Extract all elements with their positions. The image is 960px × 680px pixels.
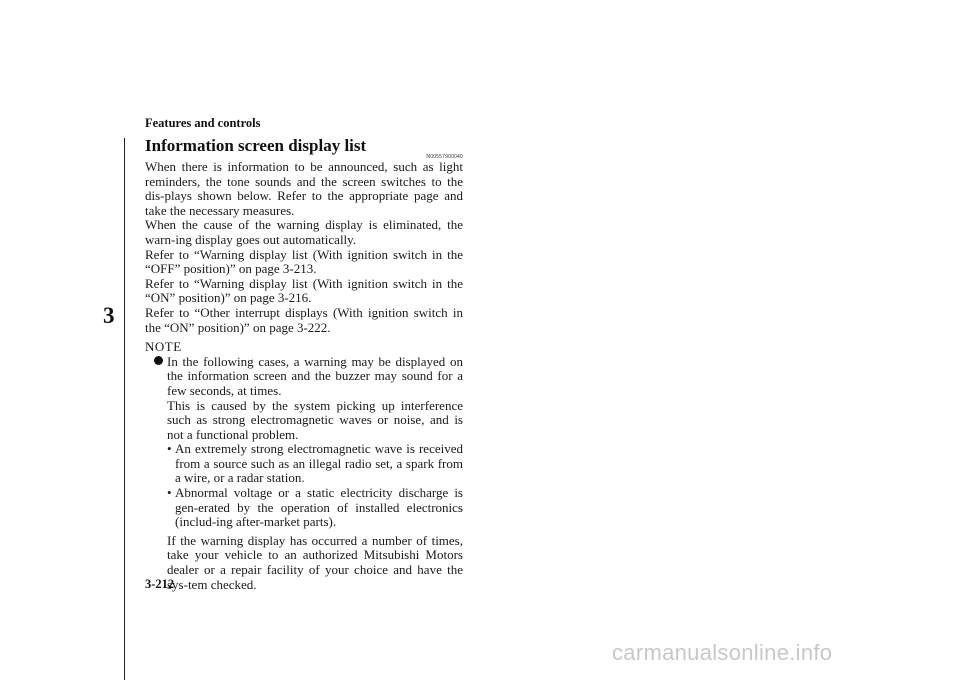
- section-title: Information screen display list: [145, 136, 367, 155]
- watermark: carmanualsonline.info: [612, 640, 833, 665]
- note-explanation: This is caused by the system picking up interference such as strong electromagnetic waves or noise, and is not a functional problem.: [167, 397, 463, 442]
- chapter-number: 3: [103, 303, 115, 328]
- note-label: NOTE: [145, 339, 182, 355]
- main-content: [145, 136, 463, 592]
- list-item-text: Abnormal voltage or a static electricity discharge is gen-erated by the operation of installed electronics (includ-ing after-market parts).: [175, 485, 463, 530]
- list-item-text: An extremely strong electromagnetic wave is received from a source such as an illegal radio set, a spark from a wire, or a radar station.: [175, 441, 463, 486]
- reference-link-off: Refer to “Warning display list (With ignition switch in the “OFF” position)” on page 3-213.: [145, 246, 463, 277]
- list-item: [167, 486, 463, 530]
- sub-bullet-mark: •: [167, 441, 172, 457]
- note-bullet-text: In the following cases, a warning may be displayed on the information screen and the buzzer may sound for a few seconds, at times.: [167, 353, 463, 398]
- page-number: 3-212: [145, 577, 175, 591]
- paragraph-intro: When there is information to be announced, such as light reminders, the tone sounds and the screen switches to the dis-plays shown below. Refer to the appropriate page and take the necessary measures.: [145, 159, 463, 218]
- sub-bullet-mark: •: [167, 485, 172, 501]
- running-header: Features and controls: [145, 116, 261, 130]
- list-item: [167, 442, 463, 486]
- bullet-icon: [154, 356, 163, 365]
- reference-link-on: Refer to “Warning display list (With ignition switch in the “ON” position)” on page 3-216.: [145, 275, 463, 306]
- note-bullet: [145, 355, 463, 593]
- chapter-divider: [124, 138, 125, 680]
- title-row: [145, 136, 463, 160]
- note-closing: If the warning display has occurred a number of times, take your vehicle to an authorized Mitsubishi Motors dealer or a repair facility of your choice and have the sys-tem checked.: [167, 532, 463, 592]
- reference-link-interrupt: Refer to “Other interrupt displays (With ignition switch in the “ON” position)” on page 3-222.: [145, 304, 463, 335]
- document-code: N00557900040: [426, 154, 463, 160]
- paragraph-warning-cleared: When the cause of the warning display is eliminated, the warn-ing display goes out automatically.: [145, 217, 463, 247]
